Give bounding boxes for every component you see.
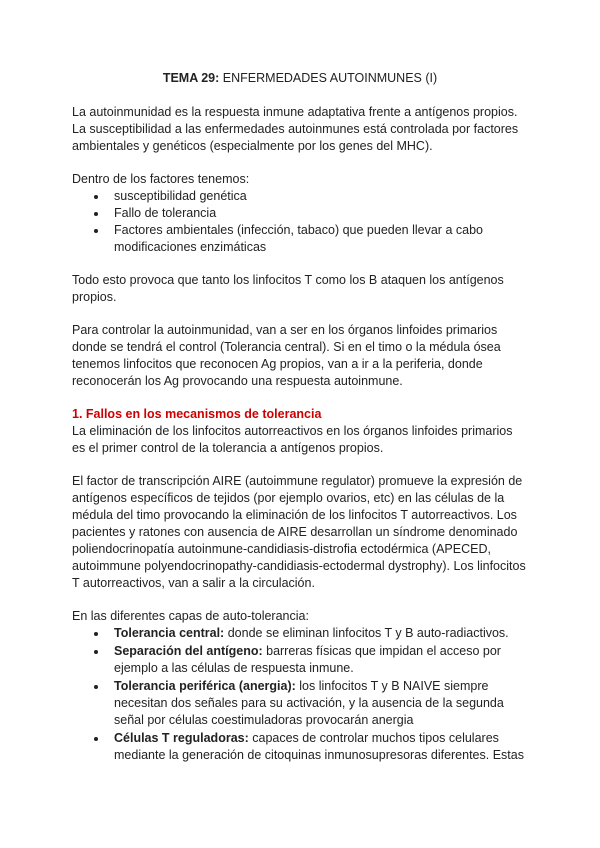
- title-text: ENFERMEDADES AUTOINMUNES (I): [219, 71, 438, 85]
- layer-term: Tolerancia periférica (anergia):: [114, 679, 296, 693]
- layer-term: Separación del antígeno:: [114, 644, 263, 658]
- title-prefix: TEMA 29:: [162, 71, 220, 85]
- document-title: [72, 70, 528, 87]
- layer-item: [108, 643, 528, 677]
- layer-term: Células T reguladoras:: [114, 731, 249, 745]
- layer-term: Tolerancia central:: [114, 626, 225, 640]
- layer-item: [108, 730, 528, 764]
- paragraph-consequence: Todo esto provoca que tanto los linfocitos T como los B ataquen los antígenos propios.: [72, 273, 504, 304]
- layers-list: [72, 625, 528, 764]
- paragraph-aire: El factor de transcripción AIRE (autoimmune regulator) promueve la expresión de antígenos específicos de tejidos (por ejemplo ovarios, etc) en las células de la médula del timo provocando la eliminación de los linfocitos T autorreactivos. Los pacientes y ratones con ausencia de AIRE desarrollan un síndrome denominado poliendocrinopatía autoinmune-candidiasis-distrofia ectodérmica (APECED, autoimmune polyendocrinopathy-candidiasis-ectodermal dystrophy). Los linfocitos T autorreactivos, van a salir a la circulación.: [72, 474, 526, 590]
- paragraph-elimination: La eliminación de los linfocitos autorreactivos en los órganos linfoides primarios es el primer control de la tolerancia a antígenos propios.: [72, 424, 513, 455]
- factors-intro: Dentro de los factores tenemos:: [72, 172, 250, 186]
- section-heading-1: 1. Fallos en los mecanismos de tolerancia: [72, 407, 322, 421]
- factor-item: • Fallo de tolerancia: [108, 205, 528, 222]
- factor-item: • Factores ambientales (infección, tabaco) que pueden llevar a cabo modificaciones enzimáticas: [108, 222, 528, 256]
- factors-list: [72, 188, 528, 256]
- paragraph-control: Para controlar la autoinmunidad, van a ser en los órganos linfoides primarios donde se tendrá el control (Tolerancia central). Si en el timo o la médula ósea tenemos linfocitos que reconocen Ag propios, van a ir a la periferia, donde reconocerán los Ag provocando una respuesta autoinmune.: [72, 323, 501, 388]
- layer-desc: los linfocitos T y B NAIVE siempre necesitan dos señales para su activación, y la ausencia de la segunda señal por células coestimuladoras provocarán anergia: [114, 679, 504, 727]
- paragraph-intro: La autoinmunidad es la respuesta inmune adaptativa frente a antígenos propios. La susceptibilidad a las enfermedades autoinmunes está controlada por factores ambientales y genéticos (especialmente por los genes del MHC).: [72, 105, 519, 153]
- layer-item: [108, 678, 528, 729]
- layer-desc: donde se eliminan linfocitos T y B auto-radiactivos.: [224, 626, 509, 640]
- layers-intro: En las diferentes capas de auto-tolerancia:: [72, 609, 309, 623]
- factor-item: • susceptibilidad genética: [108, 188, 528, 205]
- layer-item: [108, 625, 528, 642]
- layer-desc: capaces de controlar muchos tipos celulares mediante la generación de citoquinas inmunosupresoras diferentes. Estas: [114, 731, 524, 762]
- layer-desc: barreras físicas que impidan el acceso por ejemplo a las células de respuesta inmune.: [114, 644, 501, 675]
